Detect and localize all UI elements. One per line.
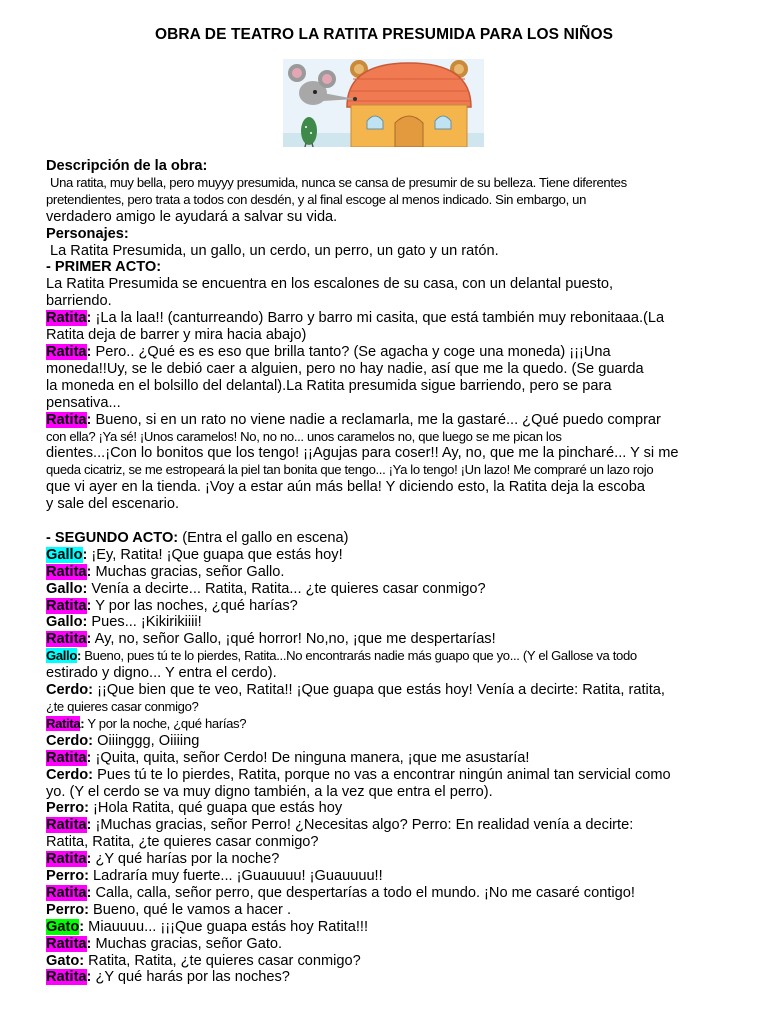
text-line: Ratita, Ratita, ¿te quieres casar conmigo? [46,834,319,851]
dialogue-line [46,631,726,648]
dialogue-text: Venía a decirte... Ratita, Ratita... ¿te quieres casar conmigo? [87,580,486,597]
speaker-name: Ratita [46,715,81,731]
dialogue-text: ¡Quita, quita, señor Cerdo! De ninguna manera, ¡que me asustaría! [91,749,530,766]
dialogue-line [46,547,726,564]
speaker-colon: : [82,614,88,631]
dialogue-text: Bueno, pues tú te lo pierdes, Ratita...No encontrarás nadie más guapo que yo... (Y el Gallose va todo [81,648,637,664]
text-line: ¿te quieres casar conmigo? [46,698,199,714]
speaker-name: Gallo [46,580,83,597]
dialogue-line [46,817,726,834]
dialogue-line [46,564,726,581]
speaker-name: Ratita [46,310,87,327]
speaker-name: Ratita [46,935,87,952]
speaker-name: Ratita [46,851,87,868]
dialogue-line [46,969,726,986]
speaker-name: Ratita [46,631,87,648]
speaker-name: Perro [46,868,85,885]
dialogue-text: Y por la noche, ¿qué harías? [84,715,247,731]
blank-line [46,513,726,530]
speaker-colon: : [77,648,82,664]
speaker-colon: : [86,597,92,614]
dialogue-text: ¿Y qué harías por la noche? [91,851,280,868]
text-line: pensativa... [46,394,121,411]
dialogue-line [46,648,726,665]
speaker-colon: : [86,411,92,428]
speaker-name: Cerdo [46,732,89,749]
dialogue-text: ¡Hola Ratita, qué guapa que estás hoy [89,800,343,817]
speaker-name: Gato [46,918,80,935]
dialogue-text: Ratita, Ratita, ¿te quieres casar conmigo? [84,952,361,969]
dialogue-line [46,851,726,868]
speaker-colon: : [86,563,92,580]
dialogue-line [46,682,726,699]
dialogue-text: Miauuuu... ¡¡¡Que guapa estás hoy Ratita!!! [84,918,369,935]
speaker-colon: : [86,343,92,360]
dialogue-text: Bueno, si en un rato no viene nadie a reclamarla, me la gastaré... ¿Qué puedo comprar [91,411,661,428]
dialogue-text: ¡La la laa!! (canturreando) Barro y barro mi casita, que está también muy rebonitaaa.(La [91,310,665,327]
speaker-name: Ratita [46,411,87,428]
speaker-colon: : [88,682,94,699]
speaker-colon: : [86,884,92,901]
text-line: con ella? ¡Ya sé! ¡Unos caramelos! No, no no... unos caramelos no, que luego se me pican los [46,428,562,444]
dialogue-line [46,344,726,361]
speaker-colon: : [86,969,92,986]
speaker-name: Cerdo [46,682,89,699]
speaker-colon: : [86,631,92,648]
text-line: y sale del escenario. [46,496,180,513]
dialogue-line [46,902,726,919]
speaker-name: Ratita [46,597,87,614]
speaker-name: Ratita [46,817,87,834]
text-line: La Ratita Presumida se encuentra en los escalones de su casa, con un delantal puesto, [46,276,614,293]
dialogue-line [46,868,726,885]
speaker-name: Gato [46,952,80,969]
speaker-colon: : [86,749,92,766]
speaker-name: Ratita [46,563,87,580]
text-line: queda cicatriz, se me estropeará la piel tan bonita que tengo... ¡Ya lo tengo! ¡Un lazo! Me compraré un lazo rojo [46,462,654,478]
speaker-colon: : [86,817,92,834]
speaker-colon: : [88,732,94,749]
text-line: que vi ayer en la tienda. ¡Voy a estar aún más bella! Y diciendo esto, la Ratita deja la escoba [46,479,645,496]
speaker-colon: : [79,918,85,935]
section-heading: - PRIMER ACTO: [46,259,162,276]
dialogue-line [46,733,726,750]
dialogue-line [46,614,726,631]
dialogue-text: Y por las noches, ¿qué harías? [91,597,298,614]
section-heading: Personajes: [46,225,129,242]
dialogue-line [46,919,726,936]
dialogue-line [46,767,726,784]
dialogue-text: Muchas gracias, señor Gallo. [91,563,285,580]
text-line: barriendo. [46,293,112,310]
speaker-name: Gallo [46,614,83,631]
dialogue-line [46,750,726,767]
dialogue-text: Oiiinggg, Oiiiing [93,732,200,749]
speaker-colon: : [84,868,89,885]
speaker-colon: : [86,935,92,952]
section-heading: Descripción de la obra: [46,158,208,174]
dialogue-text: Muchas gracias, señor Gato. [91,935,283,952]
dialogue-line [46,953,726,970]
page-title: OBRA DE TEATRO LA RATITA PRESUMIDA PARA LOS NIÑOS [154,26,614,43]
dialogue-line [46,310,726,327]
speaker-name: Perro [46,800,85,817]
text-line: verdadero amigo le ayudará a salvar su vida. [46,208,338,225]
dialogue-text: Ladraría muy fuerte... ¡Guauuuu! ¡Guauuuu!! [89,868,383,885]
text-line: Una ratita, muy bella, pero muyyy presumida, nunca se cansa de presumir de su belleza. Tiene diferentes [50,174,627,190]
text-line: yo. (Y el cerdo se va muy digno también, a la vez que entra el perro). [46,783,493,800]
speaker-colon: : [80,715,85,731]
stage-direction: (Entra el gallo en escena) [178,529,349,546]
text-line: moneda!!Uy, se le debió caer a alguien, pero no hay nadie, así que me la quedo. (Se guarda [46,360,644,377]
dialogue-text: Pues... ¡Kikirikiiii! [87,614,202,631]
dialogue-text: Calla, calla, señor perro, que despertarías a todo el mundo. ¡No me casaré contigo! [91,884,635,901]
speaker-name: Perro [46,901,85,918]
speaker-name: Ratita [46,749,87,766]
text-line: dientes...¡Con lo bonitos que los tengo! ¡¡Agujas para coser!! Ay, no, que me la pincharé... Y si me [46,445,679,462]
speaker-colon: : [82,580,88,597]
ratita-house-illustration [283,59,484,147]
speaker-name: Ratita [46,969,87,986]
speaker-name: Ratita [46,884,87,901]
dialogue-text: ¡Muchas gracias, señor Perro! ¿Necesitas algo? Perro: En realidad venía a decirte: [91,817,634,834]
text-line: estirado y digno... Y entra el cerdo). [46,665,277,682]
dialogue-text: ¿Y qué harás por las noches? [91,969,290,986]
dialogue-text: Bueno, qué le vamos a hacer . [89,901,292,918]
speaker-colon: : [84,901,89,918]
text-line: la moneda en el bolsillo del delantal).La Ratita presumida sigue barriendo, pero se para [46,377,612,394]
dialogue-text: Pues tú te lo pierdes, Ratita, porque no vas a encontrar ningún animal tan servicial como [93,766,671,783]
dialogue-line [46,800,726,817]
speaker-name: Gallo [46,648,77,664]
dialogue-text: ¡Ey, Ratita! ¡Que guapa que estás hoy! [87,546,343,563]
dialogue-line [46,885,726,902]
text-line: Ratita deja de barrer y mira hacia abajo) [46,327,307,344]
speaker-colon: : [88,766,94,783]
dialogue-line [46,936,726,953]
speaker-colon: : [86,851,92,868]
text-line: La Ratita Presumida, un gallo, un cerdo, un perro, un gato y un ratón. [50,242,499,259]
speaker-colon: : [86,310,92,327]
speaker-colon: : [82,546,88,563]
dialogue-line [46,716,726,733]
dialogue-text: Ay, no, señor Gallo, ¡qué horror! No,no, ¡que me despertarías! [91,631,496,648]
dialogue-text: Pero.. ¿Qué es es eso que brilla tanto? (Se agacha y coge una moneda) ¡¡¡Una [91,343,611,360]
script-text [46,158,726,986]
dialogue-line [46,412,726,429]
speaker-name: Gallo [46,546,83,563]
act-heading [46,530,726,547]
dialogue-line [46,598,726,615]
dialogue-line [46,581,726,598]
speaker-colon: : [84,800,89,817]
text-line: pretendientes, pero trata a todos con desdén, y al final escoge al menos indicado. Sin embargo, un [46,191,587,207]
speaker-name: Ratita [46,343,87,360]
speaker-colon: : [79,952,85,969]
dialogue-text: ¡¡Que bien que te veo, Ratita!! ¡Que guapa que estás hoy! Venía a decirte: Ratita, ratita, [93,682,665,699]
act-label: - SEGUNDO ACTO: [46,529,179,546]
speaker-name: Cerdo [46,766,89,783]
